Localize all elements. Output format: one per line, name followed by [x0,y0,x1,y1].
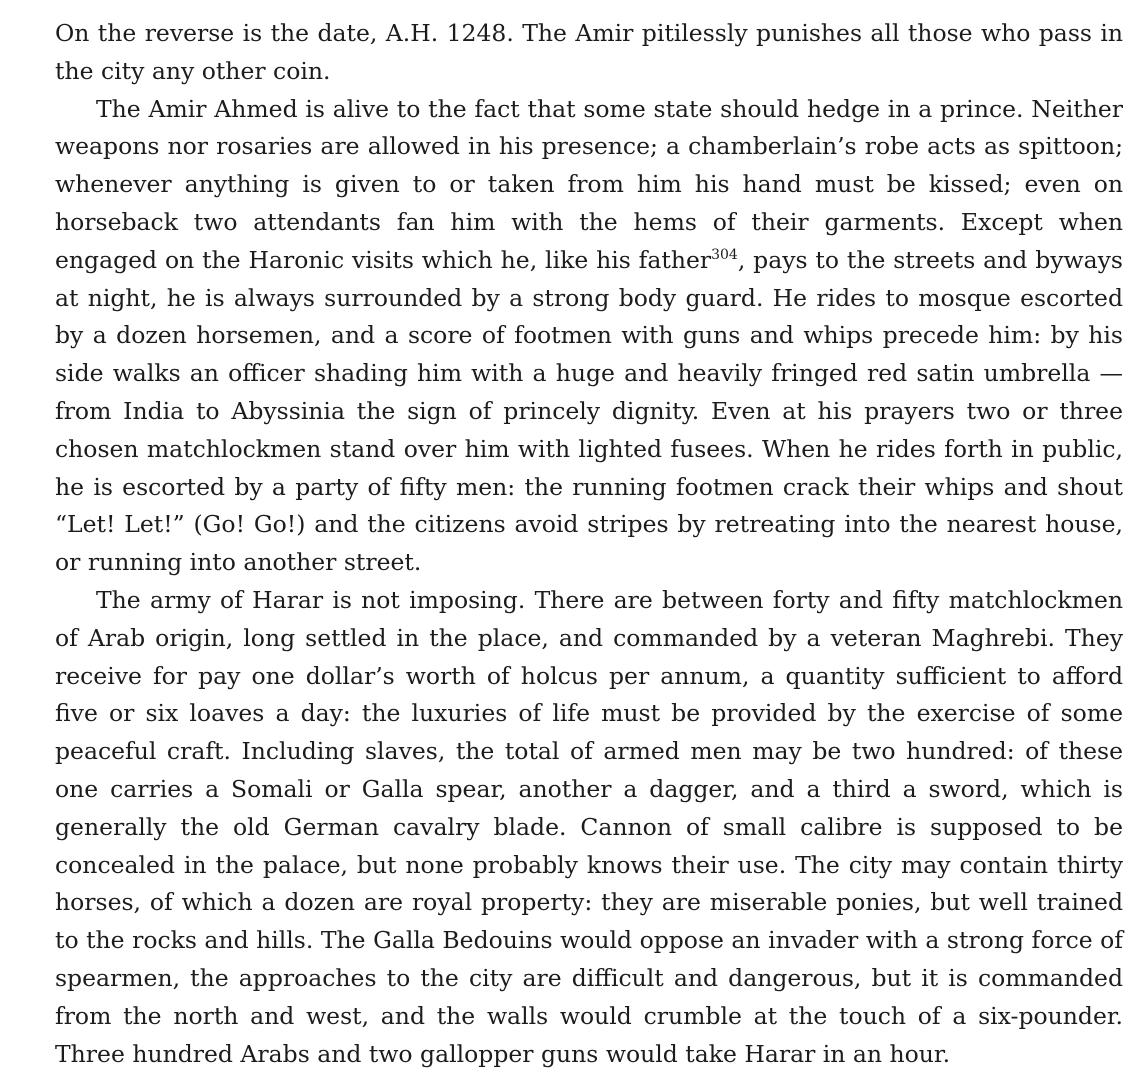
paragraph-amir-ahmed [55,91,1123,582]
paragraph-army-of-harar [55,582,1123,1073]
paragraph-text: , pays to the streets and byways at night, he is always surrounded by a strong body guard. He rides to mosque escorted by a dozen horsemen, and a score of footmen with guns and whips precede him: by his side walks an officer shading him with a huge and heavily fringed red satin umbrella — from India to Abyssinia the sign of princely dignity. Even at his prayers two or three chosen matchlockmen stand over him with lighted fusees. When he rides forth in public, he is escorted by a party of fifty men: the running footmen crack their whips and shout “Let! Let!” (Go! Go!) and the citizens avoid stripes by retreating into the nearest house, or running into another street. [55,245,1123,577]
paragraph-text: The Amir Ahmed is alive to the fact that some state should hedge in a prince. Neither weapons nor rosaries are allowed in his presence; a chamberlain’s robe acts as spittoon; whenever anything is given to or taken from him his hand must be kissed; even on horseback two attendants fan him with the hems of their garments. Except when engaged on the Haronic visits which he, like his father [55,94,1123,274]
paragraph-coin-date [55,15,1123,91]
paragraph-text: The army of Harar is not imposing. There are between forty and fifty matchlockmen of Arab origin, long settled in the place, and commanded by a veteran Maghrebi. They receive for pay one dollar’s worth of holcus per annum, a quantity sufficient to afford five or six loaves a day: the luxuries of life must be provided by the exercise of some peaceful craft. Including slaves, the total of armed men may be two hundred: of these one carries a Somali or Galla spear, another a dagger, and a third a sword, which is generally the old German cavalry blade. Cannon of small calibre is supposed to be concealed in the palace, but none probably knows their use. The city may contain thirty horses, of which a dozen are royal property: they are miserable ponies, but well trained to the rocks and hills. The Galla Bedouins would oppose an invader with a strong force of spearmen, the approaches to the city are difficult and dangerous, but it is commanded from the north and west, and the walls would crumble at the touch of a six-pounder. Three hundred Arabs and two gallopper guns would take Harar in an hour. [55,585,1123,1068]
footnote-reference[interactable]: 304 [711,246,738,263]
paragraph-text: On the reverse is the date, A.H. 1248. The Amir pitilessly punishes all those who pass in the city any other coin. [55,19,1123,85]
